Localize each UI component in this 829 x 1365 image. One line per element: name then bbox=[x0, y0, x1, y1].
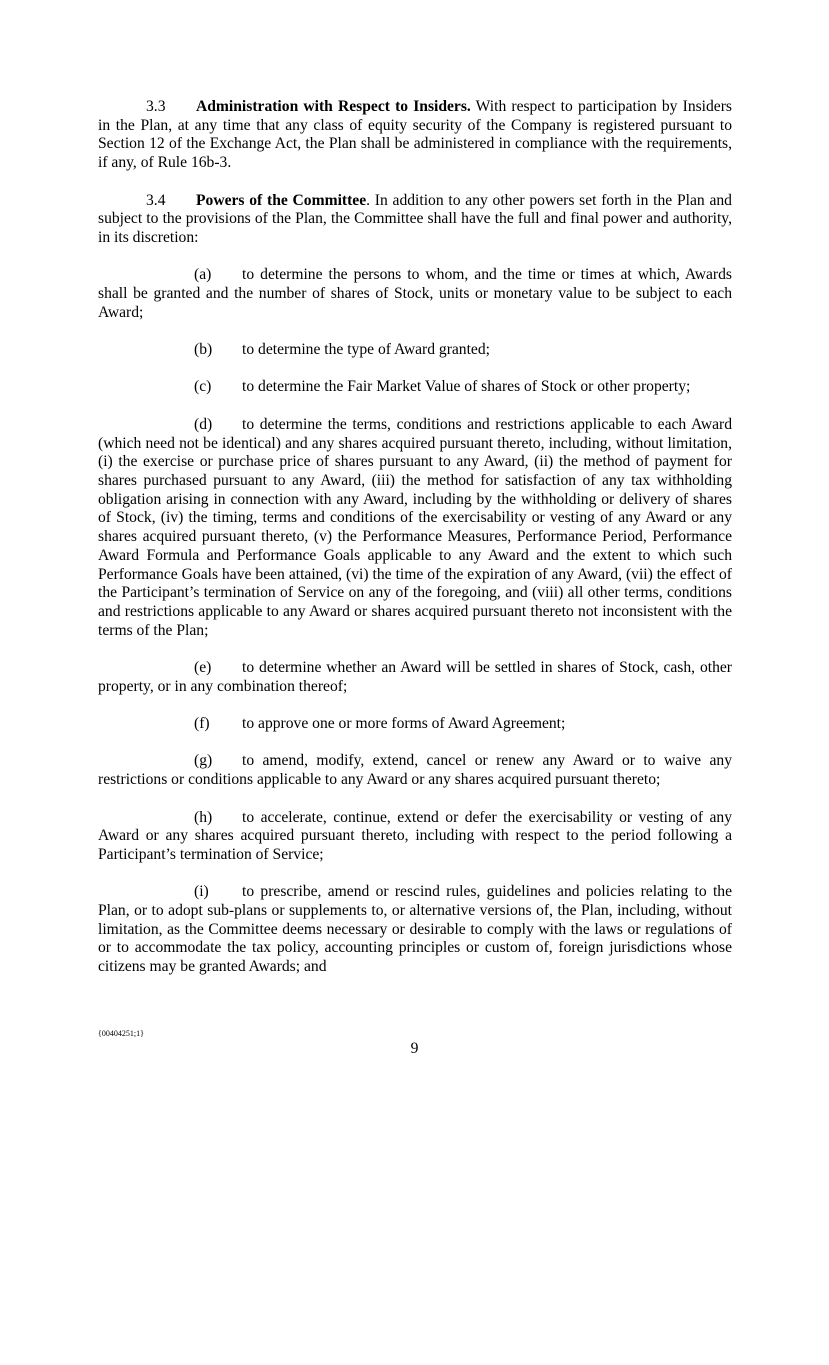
clause-text: to accelerate, continue, extend or defer the exercisability or vesting of any Award or any shares acquired pursuant thereto, including with respect to the period following a Participant’s termination of Service; bbox=[98, 808, 732, 863]
clause-e bbox=[98, 659, 732, 696]
clause-label: (i) bbox=[194, 883, 209, 901]
clause-label: (b) bbox=[194, 341, 213, 359]
section-3-4 bbox=[98, 192, 732, 248]
section-body: With respect to participation by Insiders in the Plan, at any time that any class of equity security of the Company is registered pursuant to Section 12 of the Exchange Act, the Plan shall be administered in compliance with the requirements, if any, of Rule 16b-3. bbox=[98, 98, 732, 172]
section-heading: Powers of the Committee bbox=[196, 191, 367, 209]
clause-label: (e) bbox=[194, 659, 212, 676]
section-body: . In addition to any other powers set forth in the Plan and subject to the provisions of the Plan, the Committee shall have the full and final power and authority, in its discretion: bbox=[98, 191, 732, 246]
clause-text: to determine whether an Award will be settled in shares of Stock, cash, other property, or in any combination thereof; bbox=[98, 659, 732, 695]
document-page bbox=[98, 98, 732, 996]
page-number: 9 bbox=[410, 1040, 419, 1057]
clause-label: (a) bbox=[194, 266, 212, 284]
clause-b bbox=[98, 341, 732, 360]
section-number: 3.4 bbox=[146, 191, 166, 209]
clause-text: to prescribe, amend or rescind rules, guidelines and policies relating to the Plan, or to adopt sub-plans or supplements to, or alternative versions of, the Plan, including, without limitation, as the Committee deems necessary or desirable to comply with the laws or regulations of or to accommodate the tax policy, accounting principles or custom of, foreign jurisdictions whose citizens may be granted Awards; and bbox=[98, 883, 732, 976]
clause-c bbox=[98, 378, 732, 397]
clause-i bbox=[98, 883, 732, 977]
section-3-3 bbox=[98, 98, 732, 173]
clause-text: to determine the terms, conditions and restrictions applicable to each Award (which need not be identical) and any shares acquired pursuant thereto, including, without limitation, (i) the exercise or purchase price of shares pursuant to any Award, (ii) the method of payment for shares purchased pursuant to any Award, (iii) the method for satisfaction of any tax withholding obligation arising in connection with any Award, including by the withholding or delivery of shares of Stock, (iv) the timing, terms and conditions of the exercisability or vesting of any Award or any shares acquired pursuant thereto, (v) the Performance Measures, Performance Period, Performance Award Formula and Performance Goals applicable to any Award and the extent to which such Performance Goals have been attained, (vi) the time of the expiration of any Award, (vii) the effect of the Participant’s termination of Service on any of the foregoing, and (viii) all other terms, conditions and restrictions applicable to any Award or shares acquired pursuant thereto not inconsistent with the terms of the Plan; bbox=[98, 415, 732, 639]
clause-text: to determine the persons to whom, and the time or times at which, Awards shall be granted and the number of shares of Stock, units or monetary value to be subject to each Award; bbox=[98, 266, 732, 321]
clause-g bbox=[98, 752, 732, 789]
clause-f bbox=[98, 715, 732, 734]
clause-label: (g) bbox=[194, 752, 213, 770]
clause-label: (f) bbox=[194, 715, 210, 733]
clause-d bbox=[98, 416, 732, 640]
clause-text: to determine the type of Award granted; bbox=[242, 341, 490, 359]
clause-text: to amend, modify, extend, cancel or renew any Award or to waive any restrictions or conditions applicable to any Award or any shares acquired pursuant thereto; bbox=[98, 752, 732, 789]
section-number: 3.3 bbox=[146, 98, 166, 115]
clause-label: (h) bbox=[194, 808, 213, 826]
clause-text: to approve one or more forms of Award Agreement; bbox=[242, 715, 566, 733]
clause-label: (d) bbox=[194, 415, 213, 433]
clause-a bbox=[98, 266, 732, 322]
section-heading: Administration with Respect to Insiders. bbox=[196, 98, 471, 115]
clause-label: (c) bbox=[194, 378, 212, 396]
clause-h bbox=[98, 809, 732, 865]
clause-text: to determine the Fair Market Value of shares of Stock or other property; bbox=[242, 378, 691, 396]
document-id: {00404251;1} bbox=[98, 1029, 144, 1038]
